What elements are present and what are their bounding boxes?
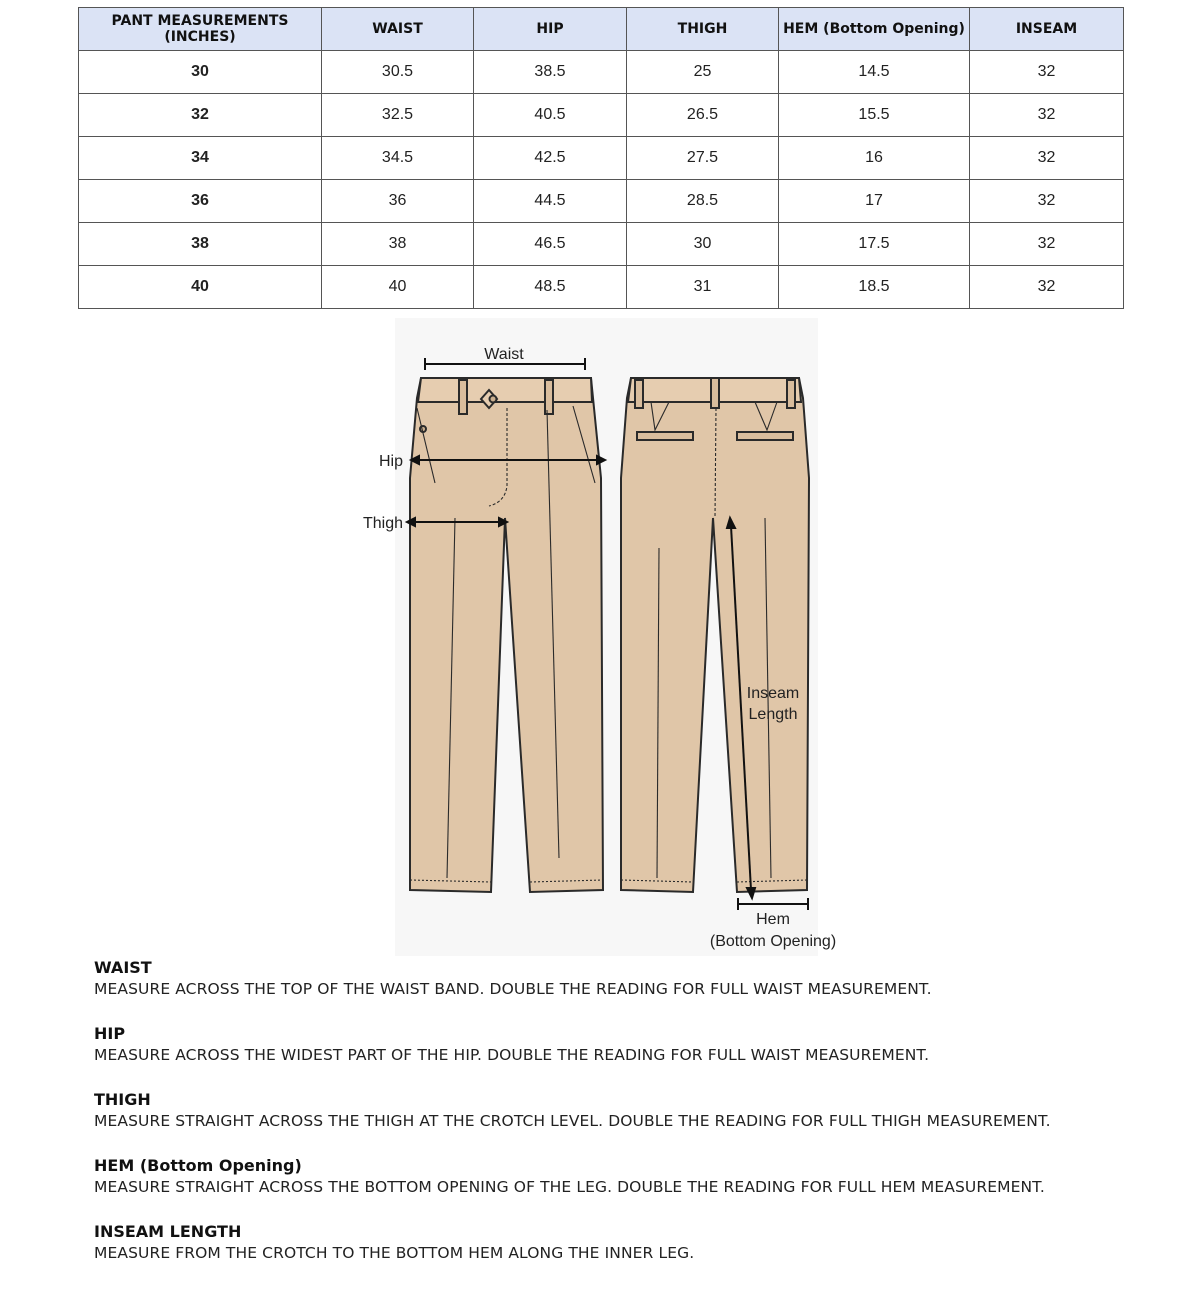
pants-diagram-svg: [355, 318, 855, 958]
size-cell: 38: [79, 223, 322, 266]
note-thigh: [94, 1089, 1174, 1132]
inseam-cell: 32: [970, 51, 1124, 94]
waist-cell: 34.5: [322, 137, 474, 180]
measurement-table: [78, 7, 1124, 309]
note-waist: [94, 957, 1174, 1000]
header-waist: WAIST: [322, 8, 474, 51]
table-row: [79, 137, 1124, 180]
size-cell: 32: [79, 94, 322, 137]
hem-cell: 16: [779, 137, 970, 180]
note-title: INSEAM LENGTH: [94, 1222, 242, 1241]
front-button-icon: [490, 396, 497, 403]
hem-cell: 14.5: [779, 51, 970, 94]
table-row: [79, 266, 1124, 309]
waist-cell: 30.5: [322, 51, 474, 94]
hem-label-line1: Hem: [756, 911, 790, 928]
hem-cell: 17.5: [779, 223, 970, 266]
header-hem: HEM (Bottom Opening): [779, 8, 970, 51]
size-cell: 36: [79, 180, 322, 223]
back-pocket-left: [637, 432, 693, 440]
table-header-row: [79, 8, 1124, 51]
thigh-cell: 31: [627, 266, 779, 309]
note-text: MEASURE ACROSS THE WIDEST PART OF THE HIP. DOUBLE THE READING FOR FULL WAIST MEASUREMENT.: [94, 1046, 930, 1064]
hip-cell: 46.5: [474, 223, 627, 266]
note-title: HEM (Bottom Opening): [94, 1156, 302, 1175]
thigh-label: Thigh: [362, 515, 403, 532]
header-hip: HIP: [474, 8, 627, 51]
front-waistband: [418, 378, 592, 402]
waist-cell: 40: [322, 266, 474, 309]
waist-label: Waist: [484, 346, 524, 363]
back-belt-loop-left: [635, 380, 643, 408]
table-row: [79, 94, 1124, 137]
note-text: MEASURE ACROSS THE TOP OF THE WAIST BAND. DOUBLE THE READING FOR FULL WAIST MEASUREMENT.: [94, 980, 932, 998]
table-row: [79, 180, 1124, 223]
note-title: THIGH: [94, 1090, 151, 1109]
note-text: MEASURE STRAIGHT ACROSS THE THIGH AT THE CROTCH LEVEL. DOUBLE THE READING FOR FULL THIGH MEASUREMENT.: [94, 1112, 1051, 1130]
hip-cell: 38.5: [474, 51, 627, 94]
front-belt-loop-left: [459, 380, 467, 414]
note-hip: [94, 1023, 1174, 1066]
table-row: [79, 51, 1124, 94]
table-row: [79, 223, 1124, 266]
hem-label-line2: (Bottom Opening): [709, 933, 837, 950]
inseam-cell: 32: [970, 94, 1124, 137]
thigh-cell: 26.5: [627, 94, 779, 137]
size-cell: 40: [79, 266, 322, 309]
inseam-cell: 32: [970, 266, 1124, 309]
thigh-cell: 27.5: [627, 137, 779, 180]
inseam-cell: 32: [970, 223, 1124, 266]
waist-cell: 32.5: [322, 94, 474, 137]
inseam-cell: 32: [970, 137, 1124, 180]
thigh-cell: 30: [627, 223, 779, 266]
note-text: MEASURE STRAIGHT ACROSS THE BOTTOM OPENING OF THE LEG. DOUBLE THE READING FOR FULL HEM MEASUREMENT.: [94, 1178, 1045, 1196]
inseam-label-line1: Inseam: [746, 685, 800, 702]
hem-cell: 18.5: [779, 266, 970, 309]
front-belt-loop-right: [545, 380, 553, 414]
back-pocket-right: [737, 432, 793, 440]
waist-cell: 38: [322, 223, 474, 266]
hem-cell: 17: [779, 180, 970, 223]
thigh-cell: 28.5: [627, 180, 779, 223]
inseam-label-line2: Length: [748, 706, 798, 723]
hip-cell: 40.5: [474, 94, 627, 137]
header-thigh: THIGH: [627, 8, 779, 51]
pants-measurement-diagram: [355, 318, 855, 958]
note-hem: [94, 1155, 1174, 1198]
waist-cell: 36: [322, 180, 474, 223]
hip-cell: 48.5: [474, 266, 627, 309]
measurement-instructions: [94, 957, 1174, 1287]
back-belt-loop-center: [711, 378, 719, 408]
note-inseam: [94, 1221, 1174, 1264]
hip-cell: 42.5: [474, 137, 627, 180]
note-title: WAIST: [94, 958, 152, 977]
back-belt-loop-right: [787, 380, 795, 408]
inseam-cell: 32: [970, 180, 1124, 223]
hem-cell: 15.5: [779, 94, 970, 137]
header-size: PANT MEASUREMENTS (INCHES): [79, 8, 322, 51]
size-cell: 34: [79, 137, 322, 180]
size-cell: 30: [79, 51, 322, 94]
header-inseam: INSEAM: [970, 8, 1124, 51]
hip-cell: 44.5: [474, 180, 627, 223]
note-title: HIP: [94, 1024, 126, 1043]
hip-label: Hip: [378, 453, 403, 470]
note-text: MEASURE FROM THE CROTCH TO THE BOTTOM HEM ALONG THE INNER LEG.: [94, 1244, 695, 1262]
thigh-cell: 25: [627, 51, 779, 94]
